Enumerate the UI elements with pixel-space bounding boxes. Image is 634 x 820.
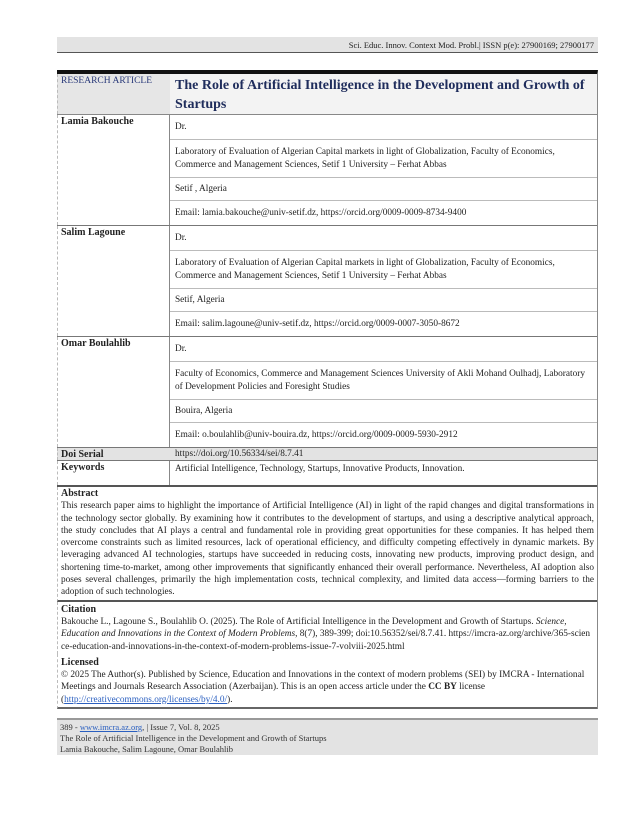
keywords-label: Keywords [57, 461, 170, 485]
abstract-heading: Abstract [61, 488, 99, 499]
license-text [61, 669, 594, 706]
doi-label: Doi Serial [57, 448, 170, 460]
footer-title: The Role of Artificial Intelligence in the Development and Growth of Startups [60, 733, 327, 743]
article-type: RESEARCH ARTICLE [57, 74, 170, 114]
abstract-text: This research paper aims to highlight the importance of Artificial Intelligence (AI) in light of the rapid changes and digital transformations in the technology sector globally. By examining how it contributes to the development of startups, and using a descriptive analytical approach, the study concludes that AI plays a central and fundamental role in providing great opportunities for these companies. It has helped them overcome constraints such as limited resources, lack of operational efficiency, and difficulty competing effectively in dynamic markets. By leveraging advanced AI technologies, startups have succeeded in reducing costs, innovating new products, improving product design, and shortening time-to-market, among other improvements that significantly enhanced their overall performance. Nevertheless, AI adoption also poses several challenges, primarily the high implementation costs, technical complexity, and limited data access—forming barriers to the adoption of such technologies. [61, 501, 594, 598]
license-end: ). [227, 694, 233, 705]
running-header [57, 37, 598, 53]
author-degree: Dr. [170, 115, 597, 140]
citation-text [61, 616, 594, 653]
author-name: Omar Boulahlib [57, 337, 170, 447]
author-block [57, 226, 597, 337]
citation-journal: Science, Education and Innovations in the Context of Modern Problems [61, 616, 567, 640]
license-link[interactable]: http://creativecommons.org/licenses/by/4.0/ [64, 694, 228, 705]
citation-section [57, 602, 597, 654]
title-row [57, 74, 597, 115]
author-block [57, 337, 597, 448]
license-statement: © 2025 The Author(s). Published by Science, Education and Innovations in the context of modern problems (SEI) by IMCRA - International Meetings and Journals Research Association (Azerbaijan). This is an open access article under the [61, 670, 585, 693]
license-section [57, 654, 597, 709]
issue-info: , | Issue 7, Vol. 8, 2025 [142, 722, 220, 732]
author-name: Salim Lagoune [57, 226, 170, 336]
site-link[interactable]: www.imcra.az.org [79, 722, 143, 732]
author-location: Bouira, Algeria [170, 400, 597, 423]
keywords-row [57, 461, 597, 487]
author-degree: Dr. [170, 226, 597, 251]
article-title: The Role of Artificial Intelligence in the Development and Growth of Startups [170, 74, 597, 114]
article-info-table [57, 70, 598, 709]
journal-info: Sci. Educ. Innov. Context Mod. Probl.| ISSN p(e): 27900169; 27900177 [348, 40, 594, 50]
author-email: Email: lamia.bakouche@univ-setif.dz, https://orcid.org/0009-0009-8734-9400 [175, 207, 467, 218]
doi-row [57, 448, 597, 461]
license-heading: Licensed [61, 656, 99, 668]
author-affiliation: Laboratory of Evaluation of Algerian Capital markets in light of Globalization, Faculty of Economics, Commerce and Management Sciences, Setif 1 University – Ferhat Abbas [170, 251, 597, 289]
page-number: 389 - [60, 722, 80, 732]
license-mid: license ( [61, 682, 486, 705]
author-location: Setif, Algeria [170, 289, 597, 312]
author-name: Lamia Bakouche [57, 115, 170, 225]
keywords-value: Artificial Intelligence, Technology, Startups, Innovative Products, Innovation. [175, 464, 465, 474]
author-affiliation: Laboratory of Evaluation of Algerian Capital markets in light of Globalization, Faculty of Economics, Commerce and Management Sciences, Setif 1 University – Ferhat Abbas [170, 140, 597, 178]
doi-link[interactable]: https://doi.org/10.56334/sei/8.7.41 [175, 448, 304, 459]
citation-details: , 8(7), 389-399; doi:10.56352/sei/8.7.41. https://imcra-az.org/archive/365-science-education-and-innovations-in-the-context-of-modern-problems-issue-7-volviii-2025.html [61, 629, 591, 652]
author-email: Email: salim.lagoune@univ-setif.dz, https://orcid.org/0009-0007-3050-8672 [175, 318, 460, 329]
footer-authors: Lamia Bakouche, Salim Lagoune, Omar Boulahlib [60, 744, 234, 754]
abstract-section [57, 487, 597, 602]
author-email: Email: o.boulahlib@univ-bouira.dz, https://orcid.org/0009-0009-5930-2912 [175, 429, 458, 440]
author-block [57, 115, 597, 226]
citation-authors: Bakouche L., Lagoune S., Boulahlib O. (2025). The Role of Artificial Intelligence in the Development and Growth of Startups. [61, 616, 536, 627]
footer-line-1 [60, 722, 595, 733]
page-footer [57, 718, 598, 755]
author-degree: Dr. [170, 337, 597, 362]
author-location: Setif , Algeria [170, 178, 597, 201]
citation-heading: Citation [61, 603, 96, 615]
author-affiliation: Faculty of Economics, Commerce and Management Sciences University of Akli Mohand Oulhadj, Laboratory of Development Policies and Foresight Studies [170, 362, 597, 400]
cc-by-label: CC BY [428, 682, 457, 693]
